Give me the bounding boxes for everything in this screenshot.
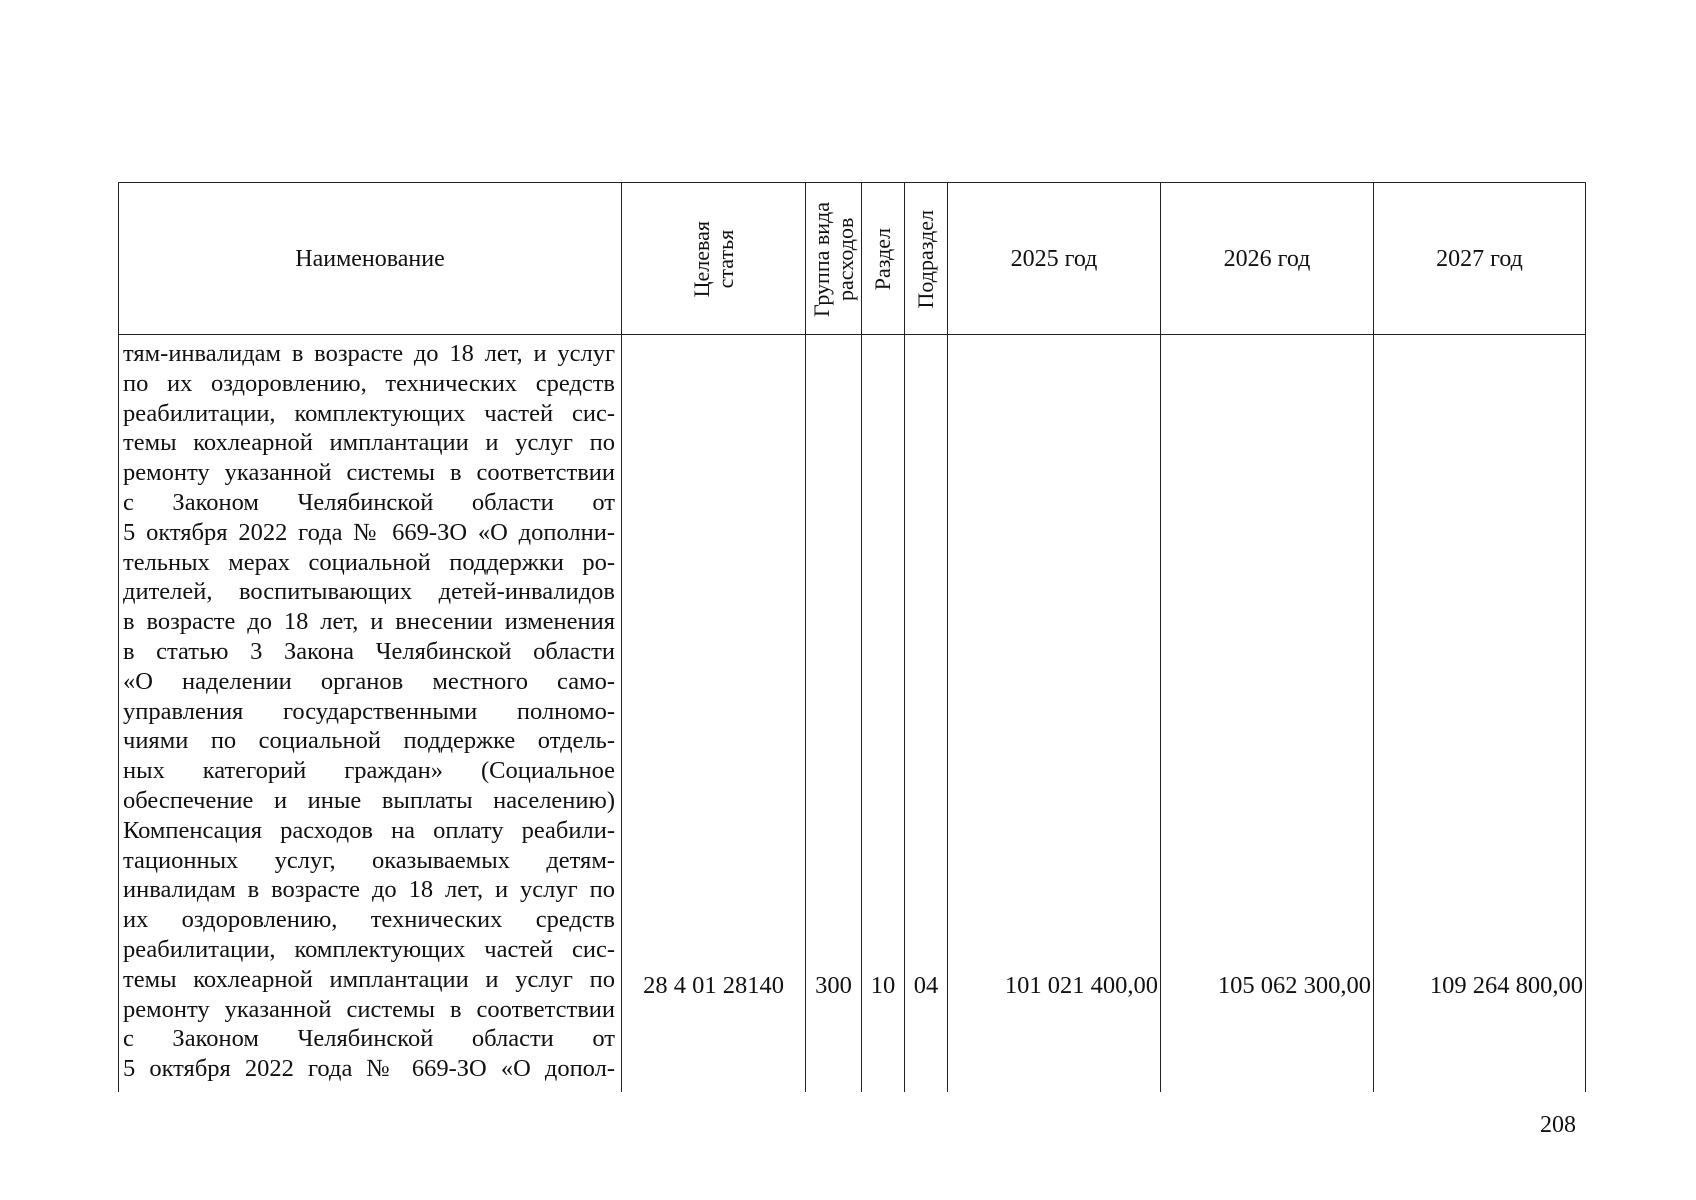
description-line: Компенсация расходов на оплату реабили- [123,816,615,844]
description-line: инвалидам в возрасте до 18 лет, и услуг по [123,876,615,904]
description-line: 5 октября 2022 года № 669-ЗО «О дополни- [123,518,615,546]
cell-section: 10 [870,972,896,999]
description-line: их оздоровлению, технических средств [123,906,615,934]
header-2027: 2027 год [1436,245,1523,272]
description-line: в статью 3 Закона Челябинской области [123,637,615,665]
description-line: темы кохлеарной имплантации и услуг по [123,965,615,993]
row-description [119,339,621,1084]
description-line: управления государственными полномо- [123,697,615,725]
description-line: с Законом Челябинской области от [123,488,615,516]
description-line: 5 октября 2022 года № 669-ЗО «О допол- [123,1055,615,1083]
header-name: Наименование [295,245,445,272]
description-line: «О наделении органов местного само- [123,667,615,695]
header-divider [119,183,1585,335]
header-2025: 2025 год [1010,245,1098,272]
description-line: ных категорий граждан» (Социальное [123,757,615,785]
page-number: 208 [1540,1112,1576,1138]
header-expense-group: Группа вида расходов [808,201,858,317]
description-line: реабилитации, комплектующих частей сис- [123,935,615,963]
description-line: чиями по социальной поддержке отдель- [123,727,615,755]
cell-name [119,335,621,1092]
header-target-article: Целевая статья [688,220,738,298]
description-line: тационных услуг, оказываемых детям- [123,846,615,874]
cell-expense-group: 300 [815,972,852,999]
cell-subsection: 04 [913,972,939,999]
description-line: с Законом Челябинской области от [123,1025,615,1053]
cell-2025: 101 021 400,00 [1004,972,1158,999]
description-line: реабилитации, комплектующих частей сис- [123,399,615,427]
description-line: темы кохлеарной имплантации и услуг по [123,429,615,457]
cell-2026: 105 062 300,00 [1217,972,1371,999]
description-line: в возрасте до 18 лет, и внесении изменения [123,608,615,636]
description-line: тельных мерах социальной поддержки ро- [123,548,615,576]
header-2026: 2026 год [1223,245,1311,272]
description-line: ремонту указанной системы в соответствии [123,459,615,487]
description-line: дителей, воспитывающих детей-инвалидов [123,578,615,606]
description-line: по их оздоровлению, технических средств [123,369,615,397]
cell-2027: 109 264 800,00 [1429,972,1583,999]
cell-target-article: 28 4 01 28140 [643,972,784,999]
description-line: обеспечение и иные выплаты населению) [123,786,615,814]
header-subsection: Подраздел [913,209,938,309]
description-line: ремонту указанной системы в соответствии [123,995,615,1023]
budget-table [118,182,1586,1092]
header-section: Раздел [870,227,895,291]
description-line: тям-инвалидам в возрасте до 18 лет, и услуг [123,340,615,367]
